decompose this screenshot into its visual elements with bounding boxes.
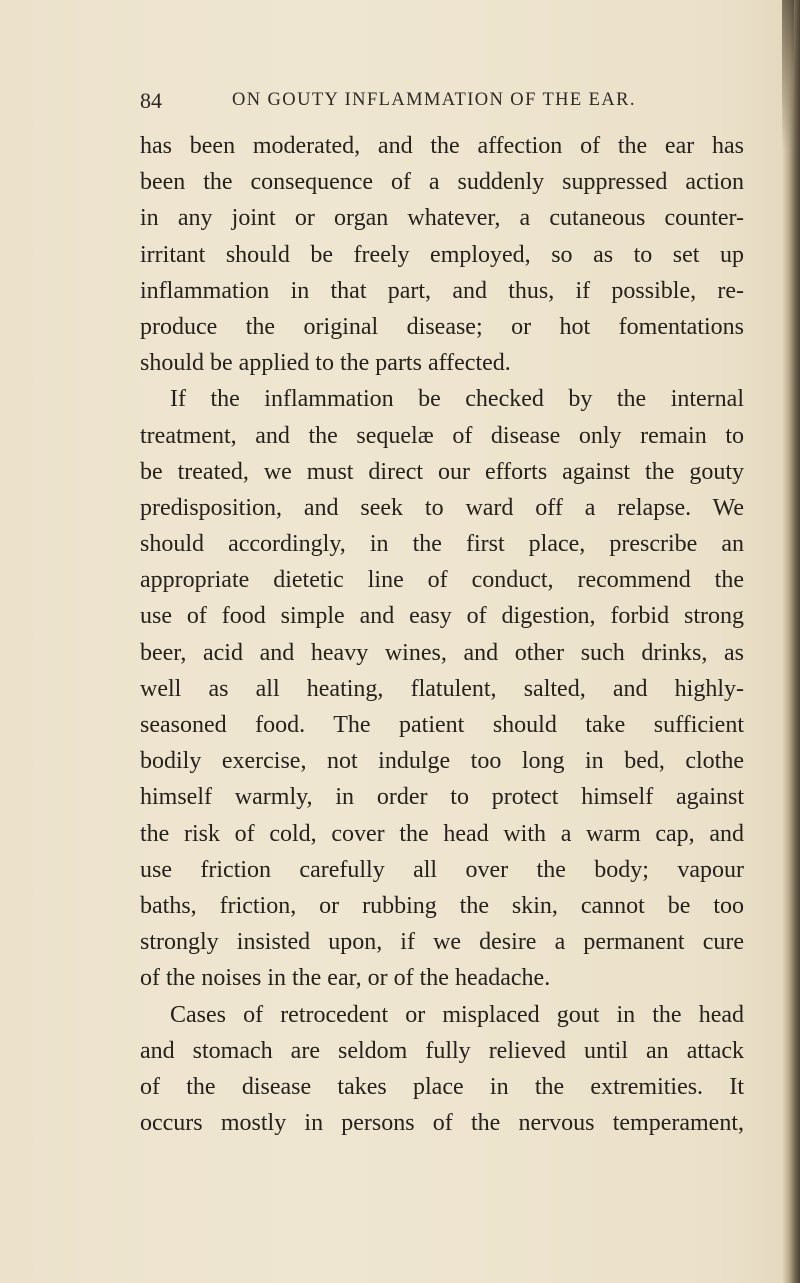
text-line: has been moderated, and the affection of the ear has	[140, 133, 744, 159]
text-line: occurs mostly in persons of the nervous temperament,	[140, 1110, 744, 1137]
text-line: and stomach are seldom fully relieved until an attack	[140, 1037, 744, 1064]
text-line: himself warmly, in order to protect himself against	[140, 784, 744, 811]
page-header	[140, 88, 740, 116]
text-line: bodily exercise, not indulge too long in bed, clothe	[140, 748, 744, 775]
text-line: well as all heating, flatulent, salted, and highly-	[140, 675, 744, 702]
text-line: use of food simple and easy of digestion, forbid strong	[140, 603, 744, 630]
text-line-paragraph-start: Cases of retrocedent or misplaced gout in the head	[170, 1001, 744, 1028]
text-line: been the consequence of a suddenly suppressed action	[140, 169, 744, 196]
text-line: the risk of cold, cover the head with a warm cap, and	[140, 820, 744, 847]
text-line: strongly insisted upon, if we desire a permanent cure	[140, 929, 744, 956]
text-line: in any joint or organ whatever, a cutaneous counter-	[140, 205, 744, 232]
text-line-paragraph-end: should be applied to the parts affected.	[140, 350, 511, 377]
page-number: 84	[140, 88, 162, 113]
text-line: baths, friction, or rubbing the skin, cannot be too	[140, 892, 744, 919]
text-line: seasoned food. The patient should take sufficient	[140, 712, 744, 738]
text-line-paragraph-start: If the inflammation be checked by the internal	[170, 386, 744, 413]
text-line: produce the original disease; or hot fomentations	[140, 313, 744, 340]
text-line: be treated, we must direct our efforts against the gouty	[140, 458, 744, 485]
text-line: treatment, and the sequelæ of disease only remain to	[140, 422, 744, 449]
text-line: inflammation in that part, and thus, if possible, re-	[140, 277, 744, 304]
text-line: appropriate dietetic line of conduct, recommend the	[140, 567, 744, 594]
page-edge-shadow	[782, 0, 800, 1283]
text-line-paragraph-end: of the noises in the ear, or of the headache.	[140, 965, 551, 992]
page-edge-dark-corner	[782, 0, 794, 150]
text-line: use friction carefully all over the body; vapour	[140, 856, 744, 883]
text-line: beer, acid and heavy wines, and other such drinks, as	[140, 639, 744, 666]
running-head: ON GOUTY INFLAMMATION OF THE EAR.	[232, 90, 636, 110]
text-line: predisposition, and seek to ward off a relapse. We	[140, 494, 744, 521]
text-line: irritant should be freely employed, so as to set up	[140, 241, 744, 268]
text-line: should accordingly, in the first place, prescribe an	[140, 531, 744, 558]
body-text	[140, 128, 744, 1141]
text-line: of the disease takes place in the extremities. It	[140, 1073, 744, 1100]
